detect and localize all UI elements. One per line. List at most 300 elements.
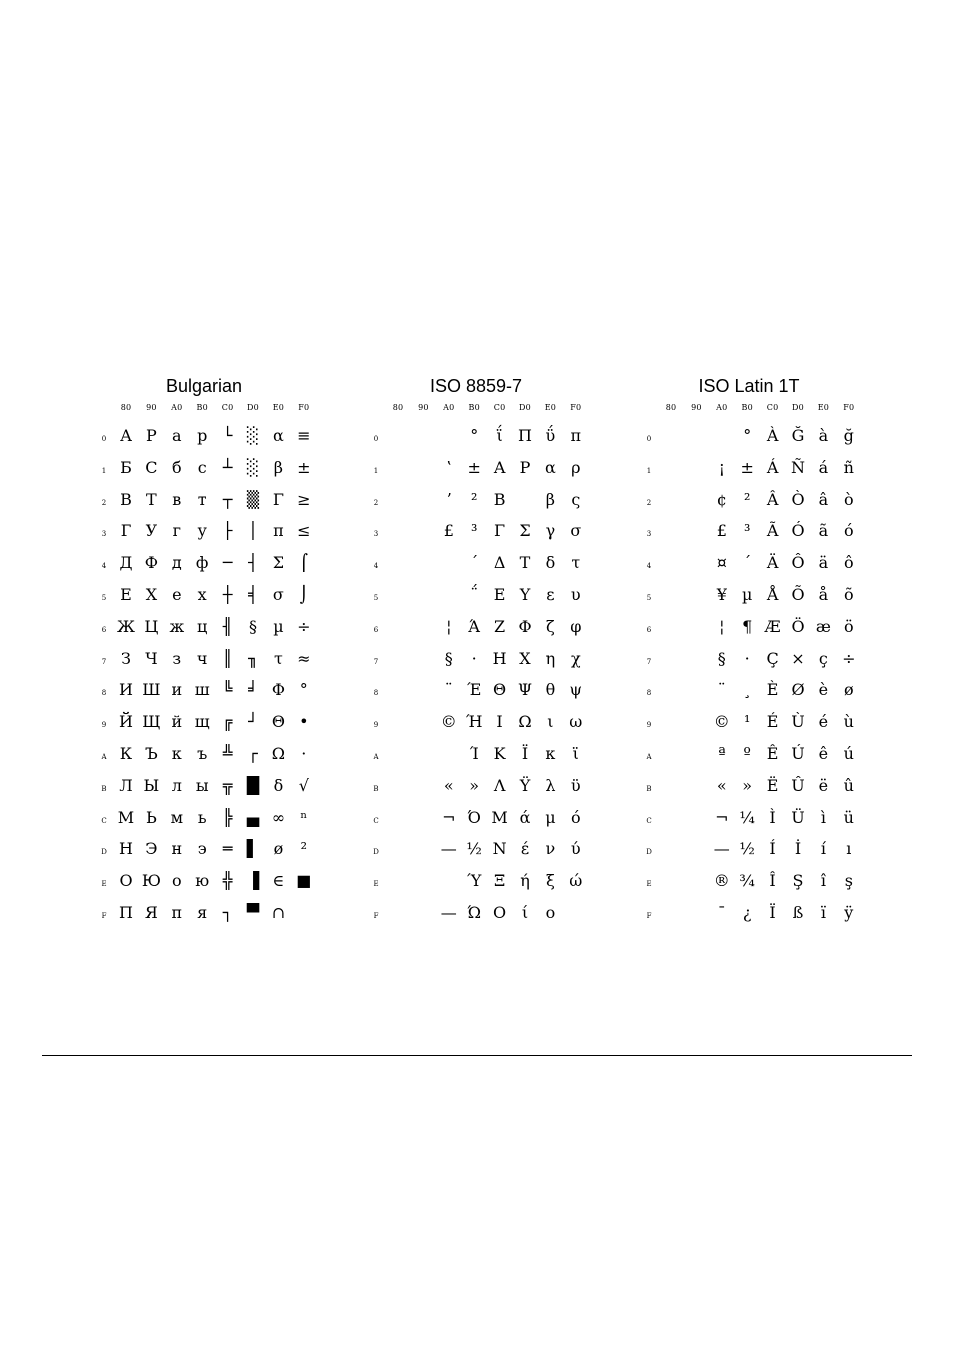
- glyph-cell: ·: [744, 648, 750, 668]
- row-label: C: [373, 816, 379, 825]
- glyph-cell: «: [443, 775, 454, 795]
- glyph-cell: ┘: [248, 712, 258, 732]
- glyph-cell: [385, 805, 411, 831]
- glyph-cell: ┼: [222, 585, 233, 604]
- row-label: 6: [646, 625, 652, 634]
- bulgarian-table: [84, 372, 324, 932]
- glyph-cell: [436, 582, 462, 608]
- glyph-cell: ¿: [742, 903, 752, 922]
- glyph-cell: ò: [843, 489, 854, 509]
- glyph-cell: [683, 709, 709, 735]
- glyph-cell: [410, 677, 436, 703]
- glyph-cell: î: [820, 871, 826, 891]
- glyph-cell: ═: [222, 839, 233, 859]
- glyph-cell: х: [197, 585, 207, 604]
- glyph-cell: Ω: [518, 712, 532, 732]
- glyph-cell: Σ: [272, 553, 285, 573]
- glyph-cell: ¬: [442, 807, 456, 827]
- glyph-cell: §: [444, 648, 453, 668]
- glyph-cell: ¨: [444, 680, 453, 700]
- glyph-cell: έ: [520, 839, 530, 859]
- glyph-cell: ╖: [248, 648, 258, 668]
- glyph-cell: ¢: [716, 489, 727, 509]
- glyph-cell: ω: [569, 712, 583, 732]
- table-title: Bulgarian: [165, 376, 243, 396]
- glyph-cell: Æ: [764, 616, 781, 636]
- glyph-cell: [683, 614, 709, 640]
- glyph-cell: [658, 455, 684, 481]
- glyph-cell: ô: [843, 553, 854, 573]
- glyph-cell: ║: [222, 648, 233, 668]
- glyph-cell: θ: [545, 680, 556, 700]
- glyph-cell: ¬: [715, 807, 729, 827]
- glyph-cell: ├: [222, 521, 233, 541]
- column-header: 90: [691, 403, 702, 412]
- glyph-cell: â: [818, 489, 829, 509]
- glyph-cell: ó: [843, 521, 854, 541]
- glyph-cell: ¦: [719, 616, 725, 636]
- glyph-cell: Ó: [791, 521, 805, 541]
- row-label: 2: [646, 498, 652, 507]
- glyph-cell: Р: [146, 426, 157, 445]
- glyph-cell: Ω: [271, 744, 286, 763]
- row-label: E: [646, 880, 652, 889]
- column-header: 80: [665, 403, 677, 412]
- column-header: A0: [716, 403, 728, 412]
- glyph-cell: Ä: [766, 553, 779, 573]
- glyph-cell: ⌠: [299, 553, 308, 573]
- glyph-cell: [658, 550, 684, 576]
- glyph-cell: [410, 614, 436, 640]
- glyph-cell: [385, 518, 411, 544]
- glyph-cell: Ж: [117, 616, 135, 636]
- glyph-cell: Ü: [791, 807, 805, 827]
- glyph-cell: Â: [766, 489, 779, 509]
- glyph-cell: Ö: [791, 616, 805, 636]
- glyph-cell: ·: [301, 744, 307, 763]
- glyph-cell: ц: [197, 616, 208, 636]
- glyph-cell: [410, 741, 436, 767]
- column-header: D0: [792, 403, 804, 412]
- glyph-cell: Г: [120, 521, 132, 541]
- glyph-cell: ΐ: [496, 426, 503, 445]
- glyph-cell: °: [743, 426, 752, 445]
- glyph-cell: ä: [818, 553, 829, 573]
- glyph-cell: │: [248, 521, 258, 541]
- glyph-cell: ¸: [743, 680, 752, 700]
- row-label: 8: [101, 689, 107, 698]
- glyph-cell: Э: [145, 839, 158, 859]
- glyph-cell: Ğ: [791, 426, 805, 445]
- glyph-cell: Ϋ: [519, 775, 531, 795]
- glyph-cell: °: [470, 426, 479, 445]
- glyph-cell: β: [273, 457, 284, 477]
- glyph-cell: [385, 455, 411, 481]
- row-label: 1: [646, 466, 652, 475]
- glyph-cell: Ά: [468, 616, 480, 636]
- glyph-cell: α: [272, 426, 284, 445]
- glyph-cell: ╚: [222, 680, 233, 700]
- column-header: E0: [544, 403, 557, 412]
- glyph-cell: [683, 773, 709, 799]
- glyph-cell: ╬: [222, 871, 233, 891]
- glyph-cell: ∞: [271, 807, 286, 827]
- row-label: A: [646, 753, 652, 761]
- glyph-cell: Μ: [491, 807, 508, 827]
- glyph-cell: ы: [195, 775, 209, 795]
- glyph-cell: ▀: [246, 903, 260, 922]
- glyph-cell: м: [170, 807, 184, 827]
- glyph-cell: [683, 455, 709, 481]
- glyph-cell: [436, 741, 462, 767]
- glyph-cell: Θ: [493, 680, 507, 700]
- glyph-cell: ΅: [470, 585, 479, 604]
- glyph-cell: ι: [547, 712, 554, 732]
- glyph-cell: µ: [273, 616, 284, 636]
- glyph-cell: [410, 646, 436, 672]
- glyph-cell: Ô: [791, 553, 805, 573]
- glyph-cell: ı: [846, 839, 852, 859]
- glyph-cell: é: [818, 712, 829, 732]
- glyph-cell: Й: [119, 712, 133, 732]
- glyph-cell: Ş: [792, 871, 804, 891]
- glyph-cell: ╔: [222, 712, 233, 732]
- row-label: 0: [101, 435, 107, 443]
- glyph-cell: ю: [195, 871, 210, 891]
- column-header: 80: [392, 403, 404, 412]
- glyph-cell: ή: [520, 871, 530, 891]
- column-header: F0: [843, 403, 855, 412]
- glyph-cell: ▄: [246, 807, 260, 827]
- glyph-cell: [683, 677, 709, 703]
- glyph-cell: ░: [246, 457, 260, 477]
- glyph-cell: Ю: [141, 871, 161, 891]
- glyph-cell: ε: [546, 585, 555, 604]
- glyph-cell: ╢: [222, 616, 233, 636]
- row-label: E: [101, 880, 107, 889]
- glyph-cell: ά: [519, 807, 531, 827]
- glyph-cell: ·: [471, 648, 477, 668]
- glyph-cell: [436, 868, 462, 894]
- glyph-cell: ÷: [297, 616, 311, 636]
- glyph-cell: Û: [791, 775, 805, 795]
- row-label: 8: [373, 689, 379, 698]
- glyph-cell: Ύ: [467, 871, 482, 891]
- glyph-cell: [658, 741, 684, 767]
- glyph-cell: [683, 423, 709, 449]
- glyph-cell: [683, 900, 709, 926]
- glyph-cell: δ: [545, 553, 556, 573]
- glyph-cell: Θ: [271, 712, 285, 732]
- row-label: 3: [373, 530, 379, 539]
- glyph-cell: ϋ: [570, 775, 581, 795]
- glyph-cell: Σ: [519, 521, 531, 541]
- glyph-cell: Ã: [766, 521, 779, 541]
- row-label: F: [101, 912, 107, 920]
- glyph-cell: [385, 487, 411, 513]
- glyph-cell: ░: [246, 426, 260, 445]
- glyph-cell: Ì: [769, 807, 776, 827]
- glyph-cell: ¤: [716, 553, 727, 573]
- glyph-cell: π: [273, 521, 284, 541]
- glyph-cell: Π: [518, 426, 532, 445]
- glyph-cell: ▌: [246, 839, 260, 859]
- glyph-cell: Ξ: [493, 871, 506, 891]
- glyph-cell: [658, 487, 684, 513]
- glyph-cell: ù: [843, 712, 854, 732]
- glyph-cell: г: [172, 521, 181, 541]
- glyph-cell: п: [171, 903, 183, 922]
- column-header: C0: [766, 403, 779, 412]
- glyph-cell: É: [766, 712, 779, 732]
- column-header: C0: [221, 403, 234, 412]
- glyph-cell: [658, 805, 684, 831]
- glyph-cell: è: [818, 680, 829, 700]
- glyph-cell: [683, 646, 709, 672]
- glyph-cell: ʽ: [446, 457, 452, 477]
- glyph-cell: φ: [570, 616, 582, 636]
- glyph-cell: º: [743, 744, 751, 763]
- column-header: A0: [443, 403, 455, 412]
- glyph-cell: Т: [146, 489, 157, 509]
- row-label: 0: [646, 435, 652, 443]
- glyph-cell: Β: [493, 489, 506, 509]
- row-label: A: [373, 753, 379, 761]
- glyph-cell: ■: [296, 871, 312, 891]
- row-label: D: [373, 848, 379, 857]
- glyph-cell: [683, 836, 709, 862]
- glyph-cell: ª: [717, 744, 726, 763]
- row-label: C: [101, 816, 107, 825]
- glyph-cell: Ϊ: [521, 744, 529, 763]
- glyph-cell: ─: [222, 553, 233, 573]
- glyph-cell: Ί: [469, 744, 479, 763]
- table-title: ISO 8859-7: [429, 376, 523, 396]
- glyph-cell: Γ: [494, 521, 506, 541]
- glyph-cell: ф: [195, 553, 209, 573]
- glyph-cell: ñ: [843, 457, 854, 477]
- glyph-cell: Щ: [142, 712, 161, 732]
- glyph-cell: Α: [493, 457, 506, 477]
- glyph-cell: [410, 836, 436, 862]
- glyph-cell: ê: [818, 744, 829, 763]
- glyph-cell: £: [443, 521, 454, 541]
- glyph-cell: ί: [521, 903, 529, 922]
- glyph-cell: ρ: [571, 457, 581, 477]
- row-label: 6: [101, 625, 107, 634]
- column-header: B0: [468, 403, 480, 412]
- glyph-cell: ©: [713, 712, 730, 732]
- glyph-cell: Ú: [791, 744, 805, 763]
- glyph-cell: А: [119, 426, 133, 445]
- glyph-cell: ж: [169, 616, 185, 636]
- glyph-cell: э: [197, 839, 207, 859]
- glyph-cell: ┌: [248, 744, 258, 763]
- glyph-cell: [410, 582, 436, 608]
- glyph-cell: ²: [743, 489, 751, 509]
- column-header: B0: [196, 403, 208, 412]
- glyph-cell: ⌡: [299, 585, 308, 604]
- glyph-cell: [658, 518, 684, 544]
- glyph-cell: ¦: [446, 616, 452, 636]
- glyph-cell: И: [119, 680, 133, 700]
- row-label: F: [373, 912, 379, 920]
- glyph-cell: »: [469, 775, 480, 795]
- glyph-cell: ┴: [222, 457, 233, 477]
- row-label: 5: [646, 594, 652, 602]
- glyph-cell: ΰ: [545, 426, 556, 445]
- glyph-cell: ∈: [272, 871, 285, 891]
- glyph-cell: [658, 773, 684, 799]
- row-label: 1: [373, 466, 379, 475]
- glyph-cell: ύ: [570, 839, 581, 859]
- glyph-cell: η: [545, 648, 556, 668]
- glyph-cell: ╦: [222, 775, 233, 795]
- glyph-cell: ч: [196, 648, 208, 668]
- glyph-cell: Δ: [493, 553, 506, 573]
- glyph-cell: ë: [818, 775, 829, 795]
- glyph-cell: ▒: [246, 489, 260, 509]
- glyph-cell: [410, 773, 436, 799]
- glyph-cell: С: [145, 457, 158, 477]
- glyph-cell: [410, 868, 436, 894]
- glyph-cell: ┬: [222, 489, 233, 509]
- row-label: 8: [646, 689, 652, 698]
- glyph-cell: ø: [843, 680, 854, 700]
- glyph-cell: [385, 646, 411, 672]
- glyph-cell: [683, 550, 709, 576]
- glyph-cell: ь: [197, 807, 207, 827]
- glyph-cell: в: [172, 489, 182, 509]
- glyph-cell: ×: [791, 648, 805, 668]
- glyph-cell: [658, 614, 684, 640]
- glyph-cell: ½: [466, 839, 482, 859]
- row-label: 5: [101, 594, 107, 602]
- glyph-cell: ώ: [569, 871, 583, 891]
- glyph-cell: Ь: [146, 807, 157, 827]
- glyph-cell: [385, 868, 411, 894]
- row-label: D: [646, 848, 652, 857]
- horizontal-rule: [42, 1055, 912, 1056]
- glyph-cell: [563, 900, 589, 926]
- glyph-cell: ν: [545, 839, 556, 859]
- glyph-cell: ì: [820, 807, 826, 827]
- glyph-cell: ό: [570, 807, 581, 827]
- glyph-cell: ±: [740, 457, 754, 477]
- glyph-cell: Ο: [493, 903, 507, 922]
- glyph-cell: γ: [545, 521, 556, 541]
- glyph-cell: û: [843, 775, 854, 795]
- glyph-cell: Í: [769, 839, 776, 859]
- glyph-cell: µ: [741, 585, 753, 604]
- glyph-cell: Н: [119, 839, 133, 859]
- glyph-cell: [658, 677, 684, 703]
- row-label: B: [646, 784, 652, 793]
- glyph-cell: ς: [571, 489, 581, 509]
- glyph-cell: Î: [769, 871, 776, 891]
- glyph-cell: υ: [570, 585, 581, 604]
- glyph-cell: »: [742, 775, 753, 795]
- glyph-cell: «: [716, 775, 727, 795]
- row-label: 7: [373, 657, 379, 666]
- glyph-cell: ø: [273, 839, 284, 859]
- row-label: 4: [373, 562, 379, 571]
- glyph-cell: з: [172, 648, 182, 668]
- glyph-cell: ±: [467, 457, 481, 477]
- glyph-cell: á: [818, 457, 829, 477]
- glyph-cell: μ: [545, 807, 556, 827]
- glyph-cell: ®: [713, 871, 730, 891]
- glyph-cell: [385, 614, 411, 640]
- glyph-cell: Ò: [791, 489, 805, 509]
- column-header: D0: [247, 403, 259, 412]
- glyph-cell: ʼ: [446, 489, 452, 509]
- glyph-cell: κ: [545, 744, 556, 763]
- column-header: C0: [493, 403, 506, 412]
- column-header: 80: [120, 403, 132, 412]
- column-header: 90: [418, 403, 429, 412]
- glyph-cell: [385, 836, 411, 862]
- glyph-cell: [658, 582, 684, 608]
- column-header: A0: [171, 403, 183, 412]
- glyph-cell: ∩: [271, 903, 286, 922]
- glyph-cell: Ζ: [494, 616, 506, 636]
- glyph-cell: [658, 900, 684, 926]
- glyph-cell: [436, 423, 462, 449]
- glyph-cell: Ε: [493, 585, 506, 604]
- glyph-cell: У: [145, 521, 158, 541]
- column-header: F0: [298, 403, 310, 412]
- glyph-cell: ß: [792, 903, 804, 922]
- glyph-cell: À: [766, 426, 779, 445]
- glyph-cell: [291, 900, 317, 926]
- column-header: D0: [519, 403, 531, 412]
- glyph-cell: Φ: [271, 680, 285, 700]
- glyph-cell: Ν: [492, 839, 507, 859]
- glyph-cell: З: [121, 648, 131, 668]
- glyph-cell: [683, 518, 709, 544]
- glyph-cell: К: [119, 744, 133, 763]
- glyph-cell: т: [197, 489, 207, 509]
- glyph-cell: ζ: [546, 616, 555, 636]
- glyph-cell: ▐: [246, 871, 260, 891]
- glyph-cell: Χ: [519, 648, 531, 668]
- glyph-cell: щ: [194, 712, 210, 732]
- glyph-cell: Ï: [769, 903, 776, 922]
- glyph-cell: [410, 518, 436, 544]
- row-label: B: [373, 784, 379, 793]
- glyph-cell: [385, 550, 411, 576]
- row-label: 2: [101, 498, 107, 507]
- glyph-cell: р: [197, 426, 208, 445]
- glyph-cell: Б: [120, 457, 132, 477]
- row-label: 2: [373, 498, 379, 507]
- glyph-cell: ã: [818, 521, 829, 541]
- glyph-cell: ╠: [222, 807, 233, 827]
- glyph-cell: [658, 836, 684, 862]
- glyph-cell: ╛: [248, 680, 258, 700]
- glyph-cell: О: [119, 871, 133, 891]
- glyph-cell: ¶: [742, 616, 753, 636]
- glyph-cell: [385, 773, 411, 799]
- glyph-cell: ¹: [743, 712, 751, 732]
- glyph-cell: ö: [843, 616, 854, 636]
- glyph-cell: ş: [844, 871, 853, 891]
- glyph-cell: ´: [743, 553, 752, 573]
- row-label: 3: [646, 530, 652, 539]
- glyph-cell: ½: [739, 839, 755, 859]
- glyph-cell: [410, 900, 436, 926]
